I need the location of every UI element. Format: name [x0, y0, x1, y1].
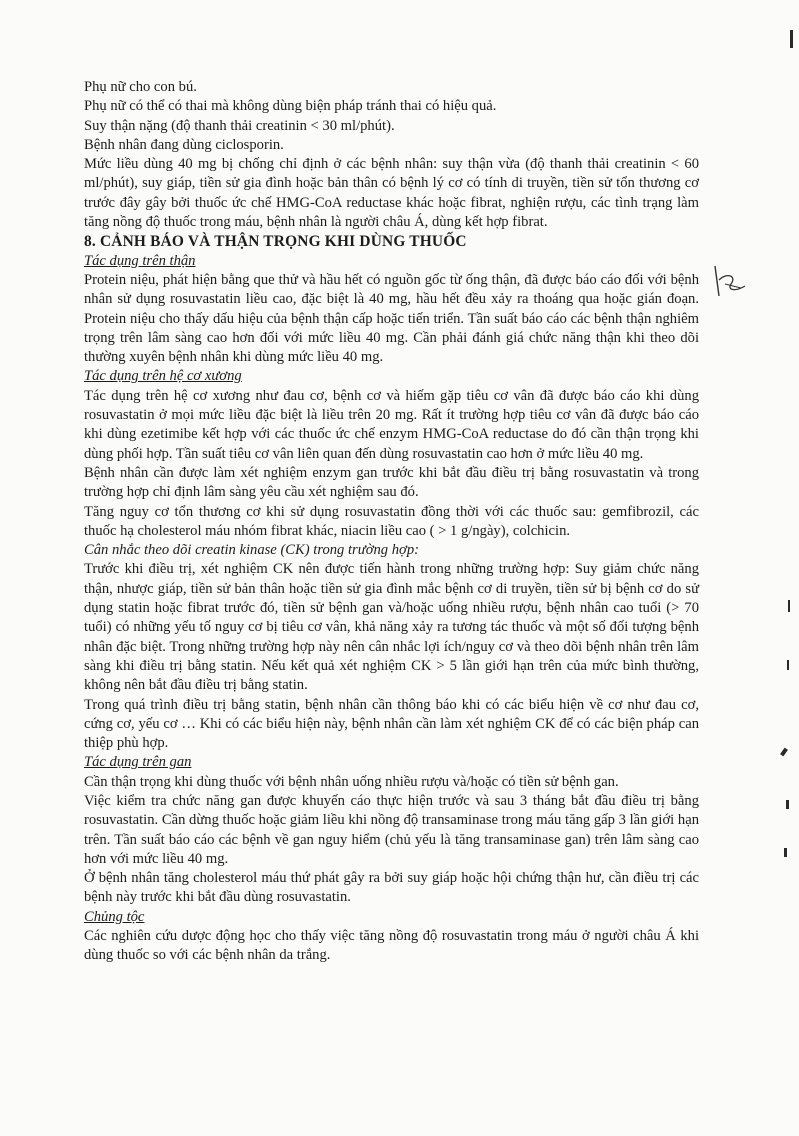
scan-mark — [788, 600, 790, 612]
subheading-race: Chủng tộc — [84, 908, 145, 925]
liver-paragraph-3: Ở bệnh nhân tăng cholesterol máu thứ phát gây ra bởi suy giáp hoặc hội chứng thận hư, cần điều trị các bệnh này trước khi bắt đầu dùng rosuvastatin. — [84, 870, 699, 906]
contraindication-line: Bệnh nhân đang dùng ciclosporin. — [84, 136, 284, 153]
musculoskeletal-paragraph: Tác dụng trên hệ cơ xương như đau cơ, bệnh cơ và hiếm gặp tiêu cơ vân đã được báo cáo khi dùng rosuvastatin ở mọi mức liều đặc biệt là liều trên 20 mg. Rất ít trường hợp tiêu cơ vân đã được báo cáo khi dùng ezetimibe kết hợp với các thuốc ức chế enzym HMG-CoA reductase do đó cần thận trọng khi dùng phối hợp. Tần suất tiêu cơ vân liên quan đến dùng rosuvastatin cao hơn ở mức liều 40 mg. — [84, 387, 699, 462]
liver-paragraph-2: Việc kiểm tra chức năng gan được khuyến cáo thực hiện trước và sau 3 tháng bắt đầu điều trị bằng rosuvastatin. Cần dừng thuốc hoặc giảm liều khi nồng độ transaminase trong máu tăng gấp 3 lần giới hạn trên. Tần suất báo cáo các bệnh về gan nguy hiểm (chủ yếu là tăng transaminase gan) trên lâm sàng cao hơn với mức liều 40 mg. — [84, 792, 699, 867]
liver-enzyme-test-paragraph: Bệnh nhân cần được làm xét nghiệm enzym gan trước khi bắt đầu điều trị bằng rosuvastatin và trong trường hợp chỉ định lâm sàng yêu cầu xét nghiệm sau đó. — [84, 464, 699, 501]
liver-paragraph-1: Cần thận trọng khi dùng thuốc với bệnh nhân uống nhiều rượu và/hoặc có tiền sử bệnh gan. — [84, 773, 619, 790]
dose-40mg-paragraph: Mức liều dùng 40 mg bị chống chỉ định ở các bệnh nhân: suy thận vừa (độ thanh thải creatinin < 60 ml/phút), suy giáp, tiền sử gia đình hoặc bản thân có bệnh lý cơ có tính di truyền, tiền sử tổn thương cơ trước đây gây bởi thuốc ức chế HMG-CoA reductase khác hoặc fibrat, nghiện rượu, các tình trạng làm tăng nồng độ thuốc trong máu, bệnh nhân là người châu Á, dùng kết hợp fibrat. — [84, 156, 699, 231]
kidney-paragraph: Protein niệu, phát hiện bằng que thử và hầu hết có nguồn gốc từ ống thận, đã được báo cáo đối với bệnh nhân sử dụng rosuvastatin liều cao, đặc biệt là 40 mg, hầu hết đều xảy ra thoáng qua hoặc gián đoạn. Protein niệu cho thấy dấu hiệu của bệnh thận cấp hoặc tiến triển. Tần suất báo cáo các bệnh thận nghiêm trọng trên lâm sàng cao hơn đối với mức liều 40 mg. Cần phải đánh giá chức năng thận khi theo dõi thường xuyên bệnh nhân khi dùng mức liều 40 mg. — [84, 271, 699, 366]
subheading-musculoskeletal: Tác dụng trên hệ cơ xương — [84, 368, 242, 385]
document-body — [84, 78, 699, 966]
muscle-risk-paragraph: Tăng nguy cơ tổn thương cơ khi sử dụng rosuvastatin đồng thời với các thuốc sau: gemfibrozil, các thuốc hạ cholesterol máu nhóm fibrat khác, niacin liều cao ( > 1 g/ngày), colchicin. — [84, 503, 699, 539]
scan-mark — [790, 30, 793, 48]
subheading-ck: Cân nhắc theo dõi creatin kinase (CK) trong trường hợp: — [84, 542, 419, 559]
contraindication-line: Phụ nữ có thể có thai mà không dùng biện pháp tránh thai có hiệu quả. — [84, 98, 497, 115]
ck-during-treatment-paragraph: Trong quá trình điều trị bằng statin, bệnh nhân cần thông báo khi có các biểu hiện về cơ như đau cơ, cứng cơ, yếu cơ … Khi có các biểu hiện này, bệnh nhân cần làm xét nghiệm CK để có các biện pháp can thiệp phù hợp. — [84, 696, 699, 752]
scan-mark — [780, 748, 788, 757]
race-paragraph: Các nghiên cứu dược động học cho thấy việc tăng nồng độ rosuvastatin trong máu ở người châu Á khi dùng thuốc so với các bệnh nhân da trắng. — [84, 928, 699, 964]
scan-mark — [786, 800, 789, 809]
subheading-kidney: Tác dụng trên thận — [84, 252, 196, 269]
contraindication-line: Phụ nữ cho con bú. — [84, 79, 197, 95]
handwritten-initials — [705, 262, 765, 302]
subheading-liver: Tác dụng trên gan — [84, 754, 192, 771]
scan-mark — [787, 660, 789, 670]
section-heading: 8. CẢNH BÁO VÀ THẬN TRỌNG KHI DÙNG THUỐC — [84, 233, 467, 251]
scan-mark — [784, 848, 787, 857]
ck-paragraph: Trước khi điều trị, xét nghiệm CK nên được tiến hành trong những trường hợp: Suy giảm chức năng thận, nhược giáp, tiền sử bản thân hoặc tiền sử gia đình mắc bệnh cơ di truyền, tiền sử bị bệnh cơ do sử dụng statin hoặc fibrat trước đó, tiền sử bệnh gan và/hoặc uống nhiều rượu, bệnh nhân cao tuổi (> 70 tuổi) có những yếu tố nguy cơ bị tiêu cơ vân, khả năng xảy ra tương tác thuốc và một số đối tượng bệnh nhân đặc biệt. Trong những trường hợp này nên cân nhắc lợi ích/nguy cơ và theo dõi bệnh nhân trên lâm sàng khi điều trị bằng statin. Nếu kết quả xét nghiệm CK > 5 lần giới hạn trên của mức bình thường, không nên bắt đầu điều trị bằng statin. — [84, 561, 699, 694]
contraindication-line: Suy thận nặng (độ thanh thải creatinin < 30 ml/phút). — [84, 117, 395, 134]
